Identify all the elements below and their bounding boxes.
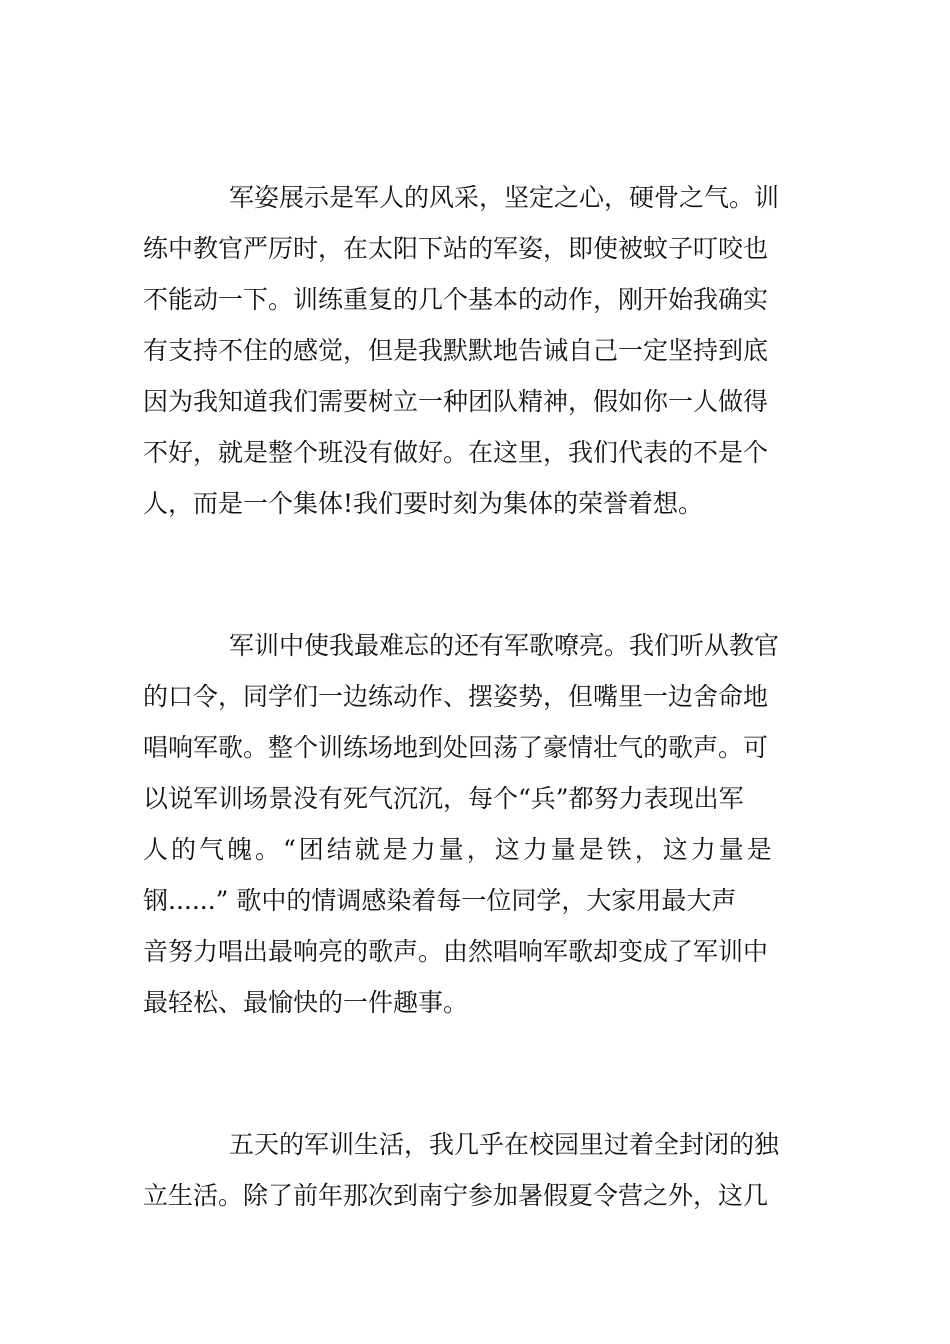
text-line: 最轻松、最愉快的一件趣事。 [143,988,469,1017]
text-line: 五天的军训生活，我几乎在校园里过着全封闭的独 [229,1130,780,1159]
text-line: 以说军训场景没有死气沉沉，每个“兵”都努力表现出军 [143,784,744,813]
text-line: 人的气魄。“团结就是力量，这力量是铁，这力量是 [143,835,775,864]
text-line: 钢......” 歌中的情调感染着每一位同学，大家用最大声 [143,886,737,915]
text-line: 音努力唱出最响亮的歌声。由然唱响军歌却变成了军训中 [143,937,769,966]
text-line: 立生活。除了前年那次到南宁参加暑假夏令营之外，这几 [143,1181,769,1210]
text-line: 练中教官严厉时，在太阳下站的军姿，即使被蚊子叮咬也 [143,234,769,263]
text-line: 唱响军歌。整个训练场地到处回荡了豪情壮气的歌声。可 [143,733,769,762]
text-line: 不好，就是整个班没有做好。在这里，我们代表的不是个 [143,438,769,467]
text-line: 不能动一下。训练重复的几个基本的动作，刚开始我确实 [143,285,769,314]
text-line: 的口令，同学们一边练动作、摆姿势，但嘴里一边舍命地 [143,682,769,711]
text-line: 人，而是一个集体!我们要时刻为集体的荣誉着想。 [143,489,704,518]
text-line: 因为我知道我们需要树立一种团队精神，假如你一人做得 [143,387,769,416]
text-line: 军训中使我最难忘的还有军歌嘹亮。我们听从教官 [229,631,780,660]
text-line: 军姿展示是军人的风采，坚定之心，硬骨之气。训 [229,183,780,212]
text-line: 有支持不住的感觉，但是我默默地告诫自己一定坚持到底 [143,336,769,365]
